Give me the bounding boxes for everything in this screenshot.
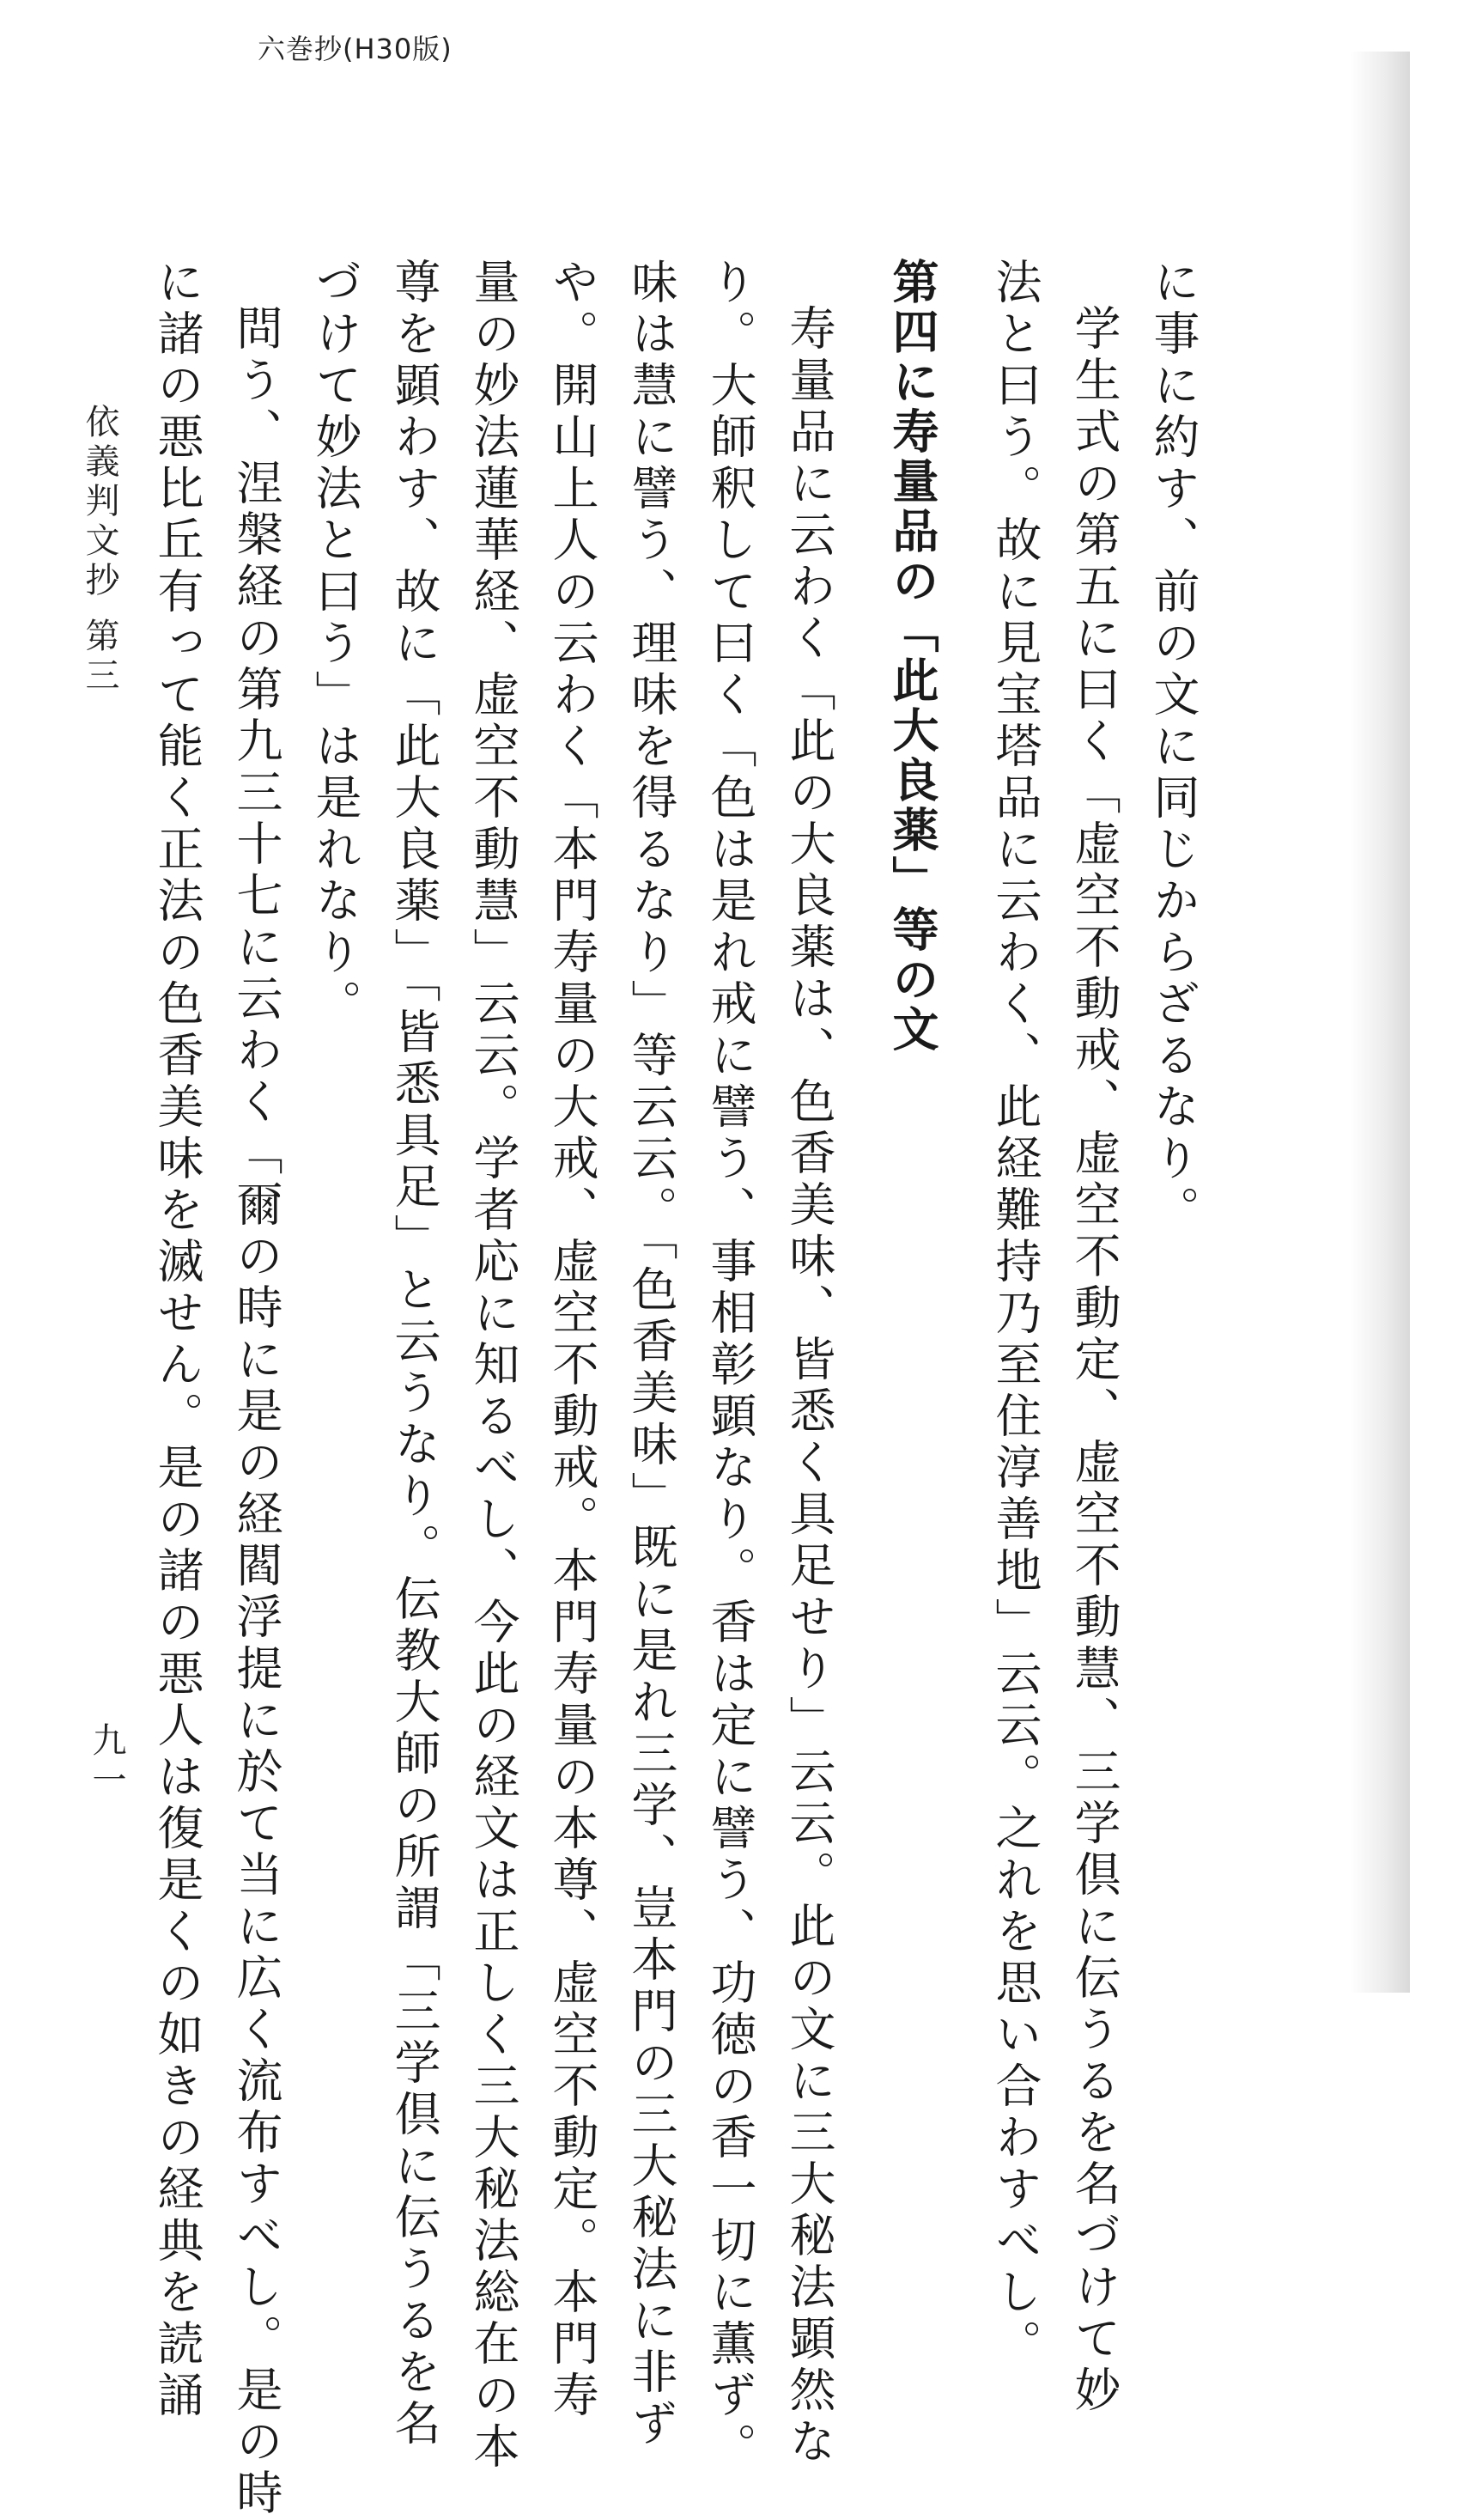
text-column-4: 寿量品に云わく「此の大良薬は、色香美味、皆悉く具足せり」云云。此の文に三大秘法顕然な xyxy=(782,304,836,2468)
page-number: 九一 xyxy=(87,1722,126,1801)
text-column-1: に事に約す、前の文に同じからざるなり。 xyxy=(1146,258,1200,1237)
section-heading: 第四に寿量品の「此大良薬」等の文 xyxy=(885,258,939,1055)
text-column-8: 量の妙法蓮華経、虚空不動慧」云云。学者応に知るべし、今此の経文は正しく三大秘法総在の本 xyxy=(466,258,520,2474)
text-column-3: 法と曰う。故に見宝塔品に云わく、此経難持乃至住淳善地」云云。之れを思い合わすべし。 xyxy=(988,258,1042,2371)
text-column-11: 問う、涅槃経の第九三十七に云わく「爾の時に是の経閻浮提に於て当に広く流布すべし。是の時 xyxy=(229,304,283,2520)
text-column-6: 味は慧に譬う、理味を得るなり」等云云。「色香美味」既に是れ三学、豈本門の三大秘法に非ず xyxy=(624,258,678,2450)
text-column-2: 学生式の第五に曰く「虚空不動戒、虚空不動定、虚空不動慧、三学倶に伝うるを名づけて妙 xyxy=(1067,304,1121,2417)
text-column-9: 尊を顕わす、故に「此大良薬」「皆悉具足」と云うなり。伝教大師の所謂「三学倶に伝うるを名 xyxy=(387,258,441,2450)
text-column-5: り。大師釈して曰く「色は是れ戒に譬う、事相彰顕なり。香は定に譬う、功徳の香一切に薫ず。 xyxy=(703,258,757,2474)
running-foot: 依義判文抄 第三 xyxy=(80,404,119,697)
running-head: 六巻抄(H30版) xyxy=(258,33,453,65)
text-column-7: や。開山上人の云わく「本門寿量の大戒、虚空不動戒。本門寿量の本尊、虚空不動定。本門寿 xyxy=(545,258,599,2422)
text-column-12: に諸の悪比丘有って能く正法の色香美味を滅せん。是の諸の悪人は復是くの如きの経典を読誦 xyxy=(150,258,204,2422)
text-column-10: づけて妙法と曰う」は是れなり。 xyxy=(308,258,362,1031)
scan-edge-shadow xyxy=(1350,52,1410,1993)
main-text xyxy=(137,258,1212,2520)
